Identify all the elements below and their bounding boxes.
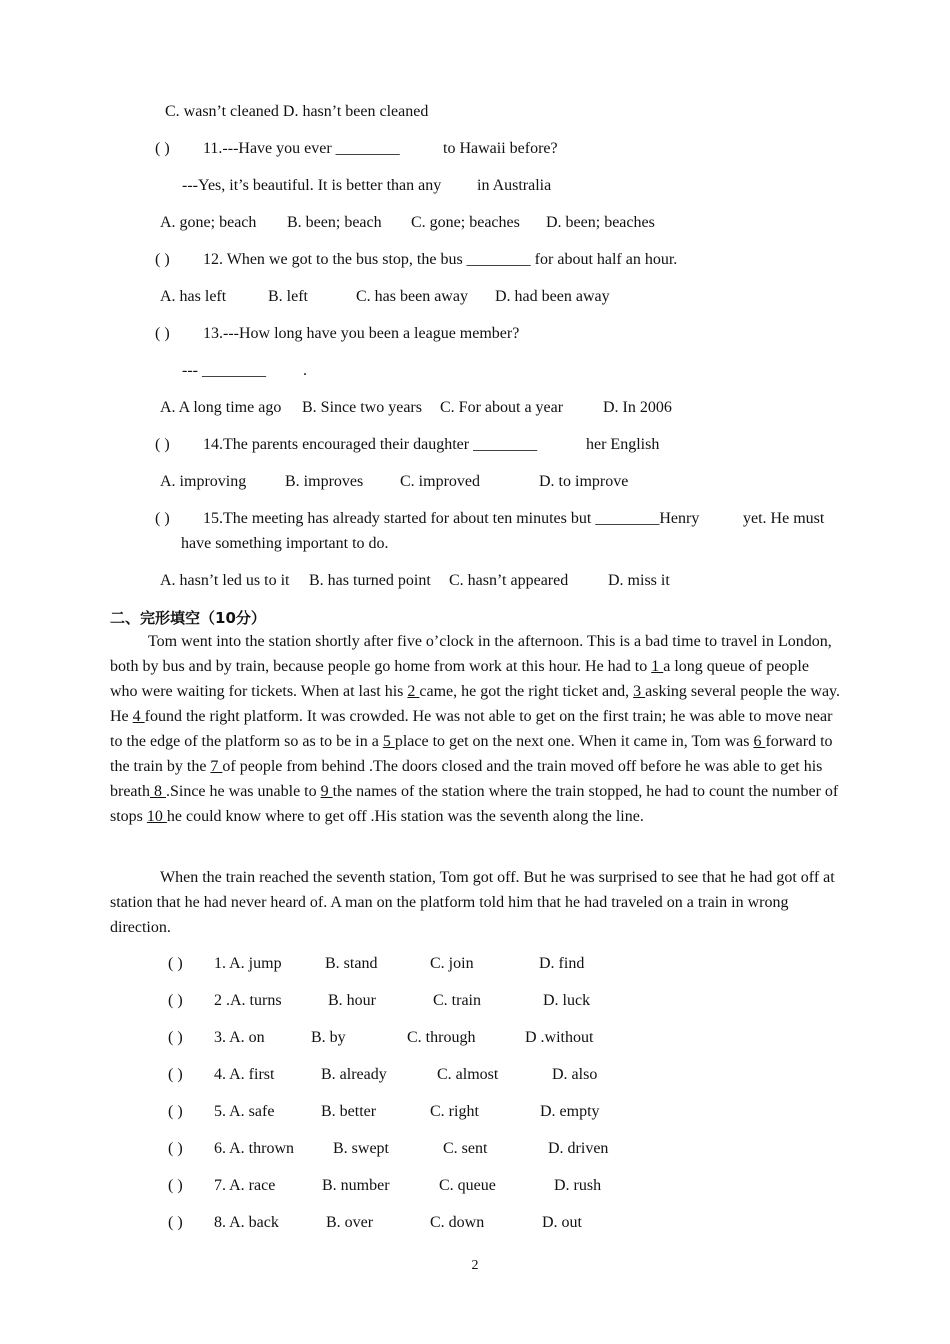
blank-7: 7 [210, 758, 223, 775]
cloze-paragraph-1: Tom went into the station shortly after five o’clock in the afternoon. This is a bad time to travel in London, both by bus and by train, because people go home from work at this hour. He had to 1 a long queue of people who were waiting for tickets. When at last his 2 came, he got the right ticket and, 3 asking several people the way. He 4 found the right platform. It was crowded. He was not able to get on the first train; he was able to move near to the edge of the platform so as to be in a 5 place to get on the next one. When it came in, Tom was 6 forward to the train by the 7 of people from behind .The doors closed and the train moved off before he was able to get his breath 8 .Since he was unable to 9 the names of the station where the train stopped, he had to count the number of stops 10 he could know where to get off .His station was the seventh along the line. [110, 633, 840, 825]
q11-option-b: B. been; beach [287, 214, 382, 231]
cloze-item-2-option-d: D. luck [543, 992, 591, 1009]
cloze-item-7-option-c: C. queue [439, 1177, 496, 1194]
cloze-paragraph-2: When the train reached the seventh station, Tom got off. But he was surprised to see that he had got off at station that he had never heard of. A man on the platform told him that he had traveled on a train in wrong direction. [110, 869, 835, 936]
cloze-item-8-option-a: 8. A. back [214, 1214, 279, 1231]
q12-option-c: C. has been away [356, 288, 468, 305]
cloze-item-5-option-d: D. empty [540, 1103, 600, 1120]
q15-option-b: B. has turned point [309, 572, 431, 589]
blank-4: 4 [132, 708, 145, 725]
cloze-item-8-option-d: D. out [542, 1214, 582, 1231]
q11-stem-end: to Hawaii before? [443, 140, 558, 157]
cloze-item-4-option-d: D. also [552, 1066, 598, 1083]
cloze-item-7-option-a: 7. A. race [214, 1177, 276, 1194]
cloze-item-1-option-a: 1. A. jump [214, 955, 282, 972]
q15-option-c: C. hasn’t appeared [449, 572, 569, 589]
cloze-item-2-bracket[interactable]: ( ) [168, 992, 183, 1009]
cloze-item-6-option-a: 6. A. thrown [214, 1140, 294, 1157]
q13-stem: 13.---How long have you been a league member? [203, 325, 520, 342]
blank-8: 8 [149, 783, 166, 800]
q13-option-b: B. Since two years [302, 399, 422, 416]
cloze-item-4-option-b: B. already [321, 1066, 387, 1083]
blank-9: 9 [320, 783, 333, 800]
cloze-item-1-option-d: D. find [539, 955, 585, 972]
blank-5: 5 [382, 733, 395, 750]
q12-option-a: A. has left [160, 288, 227, 305]
cloze-item-2-option-c: C. train [433, 992, 481, 1009]
q14-option-a: A. improving [160, 473, 247, 490]
q11-reply: ---Yes, it’s beautiful. It is better than any [182, 177, 442, 194]
page-number: 2 [471, 1258, 479, 1273]
q11-stem: 11.---Have you ever ________ [203, 140, 400, 157]
q12-option-d: D. had been away [495, 288, 610, 305]
section-heading: 二、完形填空（10分） [110, 609, 266, 627]
blank-3: 3 [633, 683, 646, 700]
cloze-item-8-option-b: B. over [326, 1214, 374, 1231]
cloze-item-7-bracket[interactable]: ( ) [168, 1177, 183, 1194]
q15-stem-end: yet. He must [743, 510, 825, 527]
cloze-item-4-option-a: 4. A. first [214, 1066, 275, 1083]
cloze-item-4-bracket[interactable]: ( ) [168, 1066, 183, 1083]
cloze-item-3-option-b: B. by [311, 1029, 346, 1046]
cloze-item-5-bracket[interactable]: ( ) [168, 1103, 183, 1120]
cloze-item-8-option-c: C. down [430, 1214, 485, 1231]
q13-option-a: A. A long time ago [160, 399, 282, 416]
blank-2: 2 [407, 683, 420, 700]
cloze-item-3-option-a: 3. A. on [214, 1029, 265, 1046]
cloze-item-5-option-c: C. right [430, 1103, 479, 1120]
blank-1: 1 [651, 658, 664, 675]
q11-option-c: C. gone; beaches [411, 214, 520, 231]
q11-option-d: D. been; beaches [546, 214, 655, 231]
cloze-item-7-option-d: D. rush [554, 1177, 602, 1194]
cloze-item-8-bracket[interactable]: ( ) [168, 1214, 183, 1231]
cloze-item-3-option-c: C. through [407, 1029, 476, 1046]
cloze-item-2-option-a: 2 .A. turns [214, 992, 282, 1009]
blank-10: 10 [146, 808, 167, 825]
cloze-item-1-bracket[interactable]: ( ) [168, 955, 183, 972]
q14-stem: 14.The parents encouraged their daughter ________ [203, 436, 538, 453]
cloze-item-5-option-a: 5. A. safe [214, 1103, 275, 1120]
cloze-item-4-option-c: C. almost [437, 1066, 499, 1083]
cloze-item-6-bracket[interactable]: ( ) [168, 1140, 183, 1157]
cloze-item-1-option-c: C. join [430, 955, 474, 972]
cloze-item-5-option-b: B. better [321, 1103, 377, 1120]
q13-option-c: C. For about a year [440, 399, 564, 416]
cloze-item-2-option-b: B. hour [328, 992, 376, 1009]
q12-stem: 12. When we got to the bus stop, the bus ________ for about half an hour. [203, 251, 678, 268]
q14-option-d: D. to improve [539, 473, 629, 490]
cloze-item-7-option-b: B. number [322, 1177, 390, 1194]
cloze-item-6-option-d: D. driven [548, 1140, 609, 1157]
q15-stem-continued: have something important to do. [181, 535, 389, 552]
q11-option-a: A. gone; beach [160, 214, 257, 231]
cloze-item-6-option-c: C. sent [443, 1140, 488, 1157]
q12-option-b: B. left [268, 288, 308, 305]
q13-answer-bracket[interactable]: ( ) [155, 325, 170, 342]
q14-answer-bracket[interactable]: ( ) [155, 436, 170, 453]
q12-answer-bracket[interactable]: ( ) [155, 251, 170, 268]
blank-6: 6 [753, 733, 766, 750]
q15-option-a: A. hasn’t led us to it [160, 572, 290, 589]
cloze-item-6-option-b: B. swept [333, 1140, 389, 1157]
q15-option-d: D. miss it [608, 572, 670, 589]
q13-reply-end: . [303, 362, 307, 379]
q14-option-c: C. improved [400, 473, 480, 490]
q14-option-b: B. improves [285, 473, 364, 490]
q14-stem-end: her English [586, 436, 660, 453]
cloze-item-3-option-d: D .without [525, 1029, 594, 1046]
q11-reply-end: in Australia [477, 177, 552, 194]
cloze-item-3-bracket[interactable]: ( ) [168, 1029, 183, 1046]
q15-stem: 15.The meeting has already started for about ten minutes but ________Henry [203, 510, 700, 527]
q15-answer-bracket[interactable]: ( ) [155, 510, 170, 527]
q13-option-d: D. In 2006 [603, 399, 672, 416]
q11-answer-bracket[interactable]: ( ) [155, 140, 170, 157]
q13-reply: --- ________ [182, 362, 266, 379]
cloze-item-1-option-b: B. stand [325, 955, 378, 972]
q10-options: C. wasn’t cleaned D. hasn’t been cleaned [165, 103, 429, 120]
